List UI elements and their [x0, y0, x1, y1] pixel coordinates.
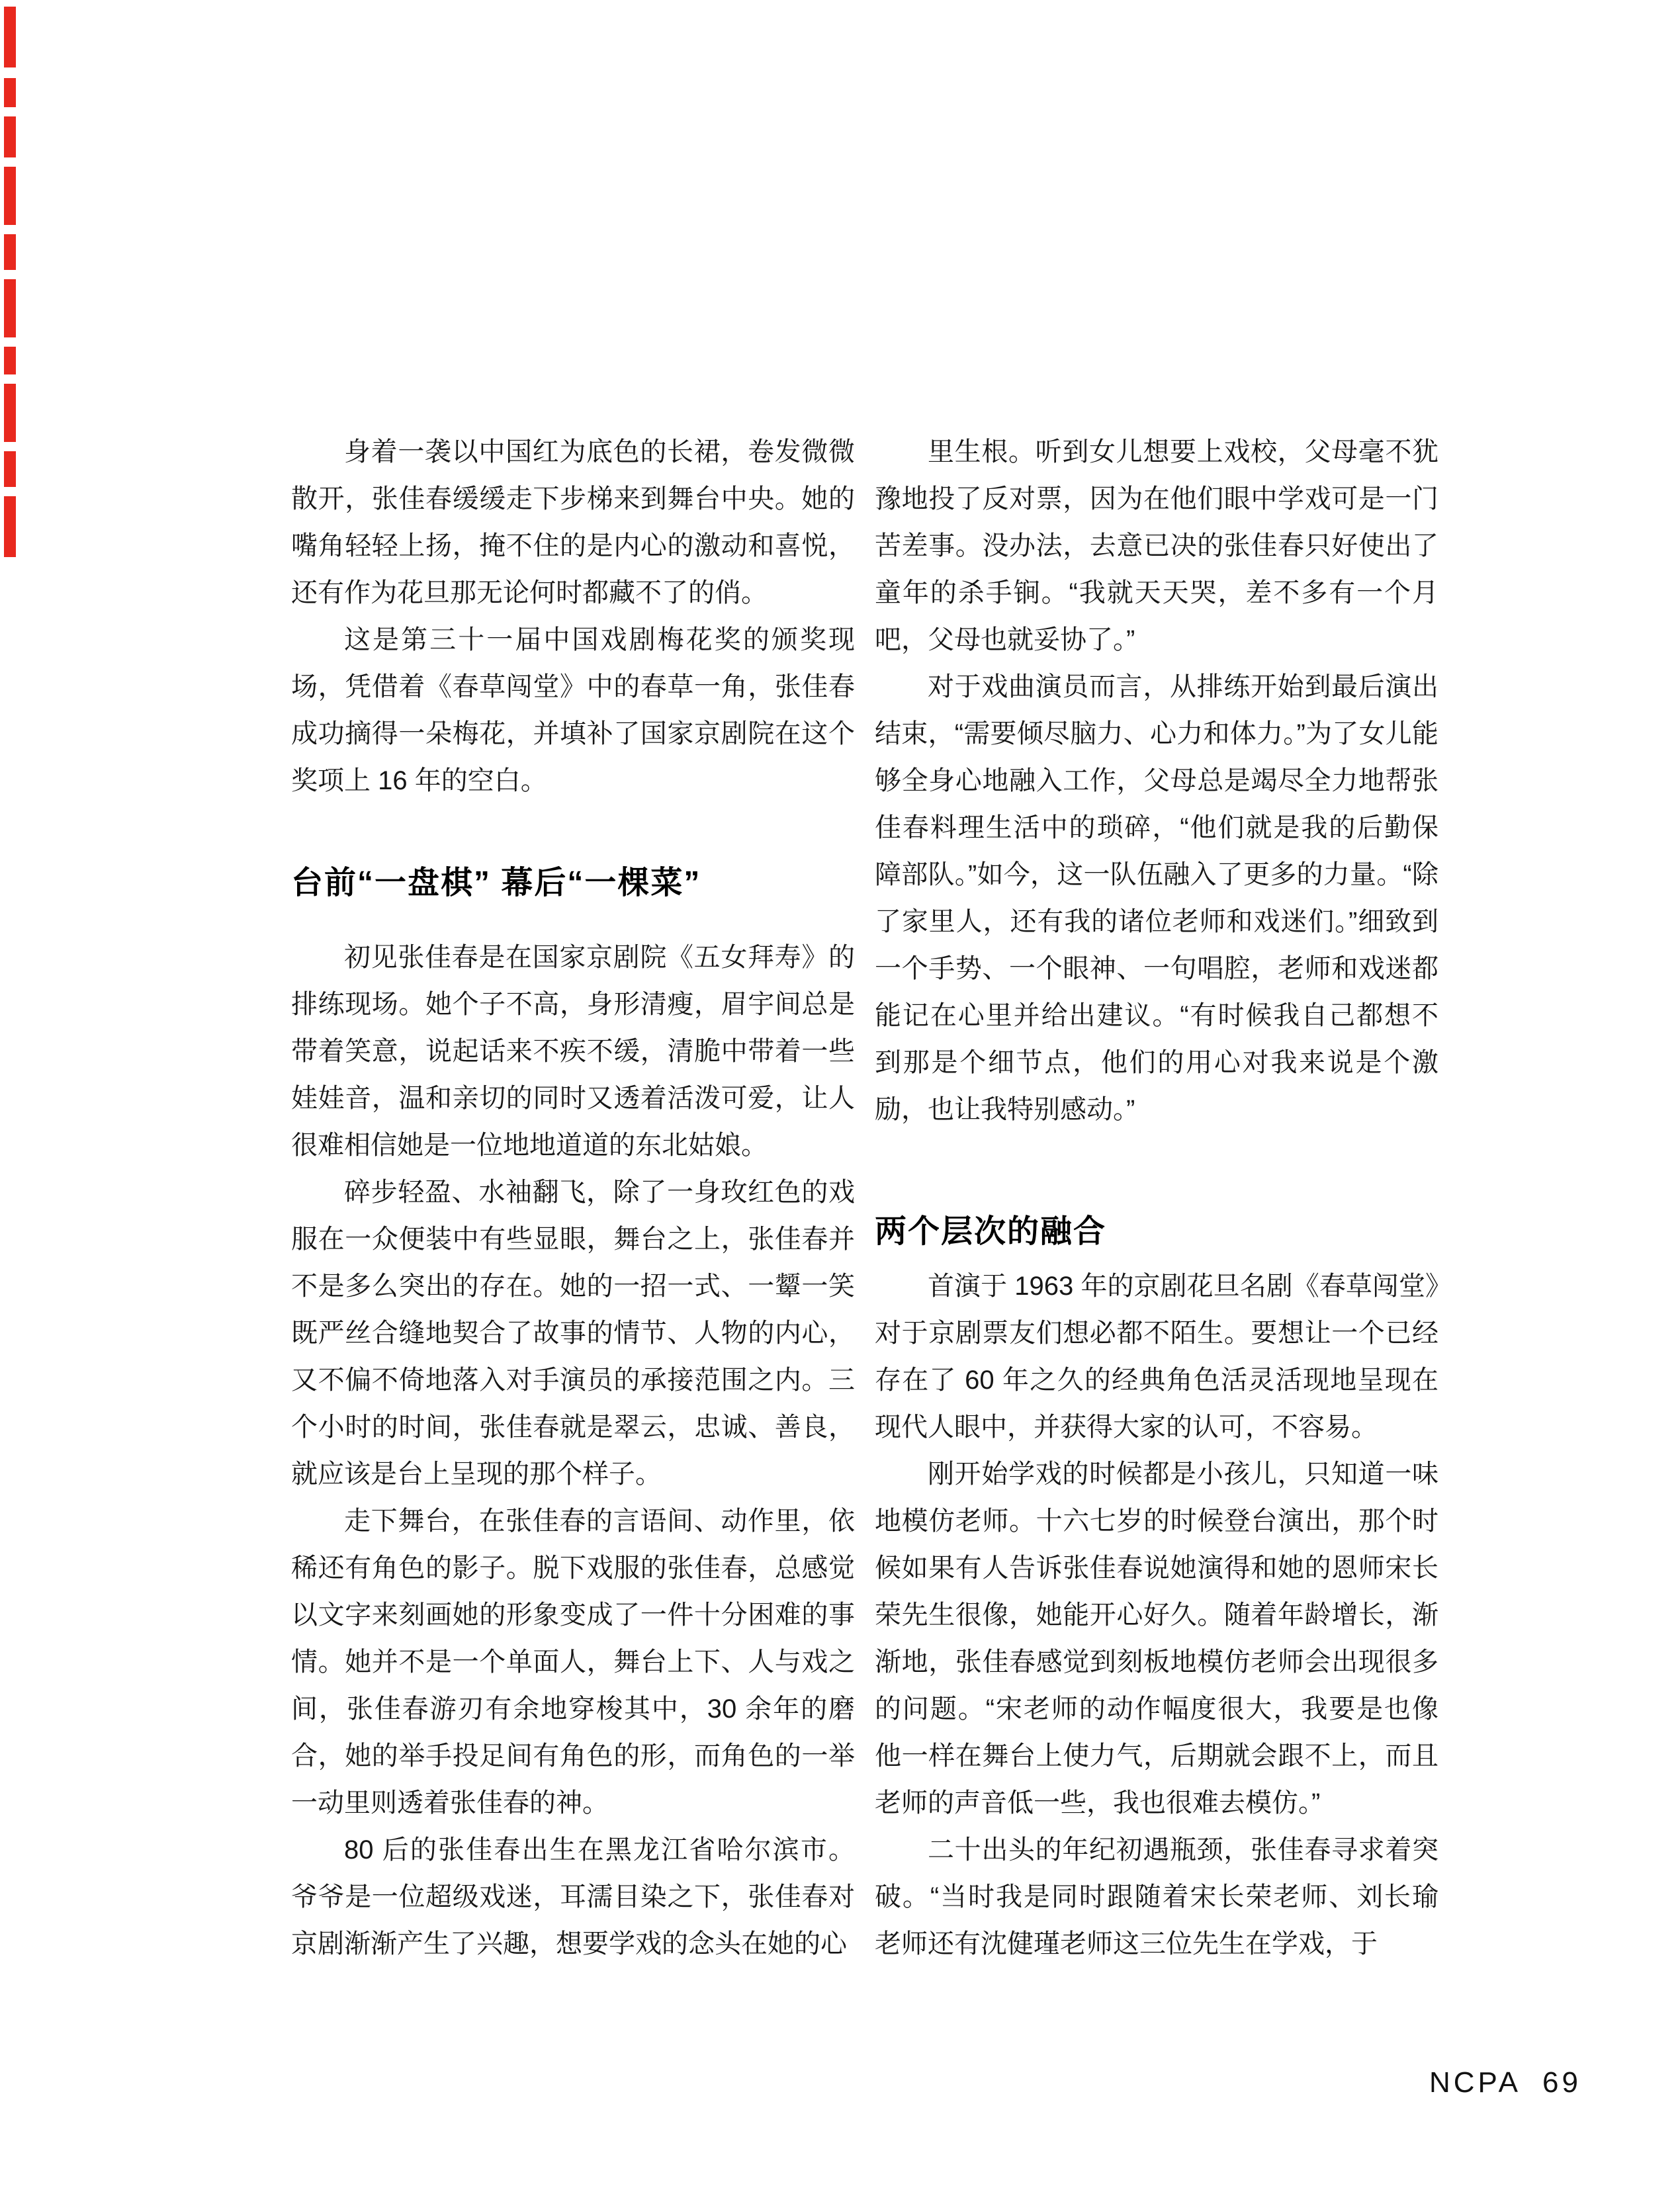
paragraph: 二十出头的年纪初遇瓶颈，张佳春寻求着突破。“当时我是同时跟随着宋长荣老师、刘长瑜老师还有沈健瑾老师这三位先生在学戏，于: [875, 1835, 1438, 1958]
paragraph: 这是第三十一届中国戏剧梅花奖的颁奖现场，凭借着《春草闯堂》中的春草一角，张佳春成功摘得一朵梅花，并填补了国家京剧院在这个奖项上 16 年的空白。: [291, 625, 855, 795]
paragraph: 里生根。听到女儿想要上戏校，父母毫不犹豫地投了反对票，因为在他们眼中学戏可是一门苦差事。没办法，去意已决的张佳春只好使出了童年的杀手锏。“我就天天哭，差不多有一个月吧，父母也就妥协了。”: [875, 437, 1438, 654]
red-edge-mark: [4, 7, 16, 67]
left-column: [291, 429, 855, 1968]
right-column: [875, 429, 1438, 1968]
paragraph: 身着一袭以中国红为底色的长裙，卷发微微散开，张佳春缓缓走下步梯来到舞台中央。她的嘴角轻轻上扬，掩不住的是内心的激动和喜悦，还有作为花旦那无论何时都藏不了的俏。: [291, 437, 855, 607]
red-edge-mark: [4, 279, 16, 337]
paragraph: 碎步轻盈、水袖翻飞，除了一身玫红色的戏服在一众便装中有些显眼，舞台之上，张佳春并不是多么突出的存在。她的一招一式、一颦一笑既严丝合缝地契合了故事的情节、人物的内心，又不偏不倚地落入对手演员的承接范围之内。三个小时的时间，张佳春就是翠云，忠诚、善良，就应该是台上呈现的那个样子。: [291, 1178, 855, 1489]
red-edge-mark: [4, 347, 16, 374]
page-number: NCPA 69: [1429, 2066, 1581, 2099]
paragraph: 对于戏曲演员而言，从排练开始到最后演出结束，“需要倾尽脑力、心力和体力。”为了女儿能够全身心地融入工作，父母总是竭尽全力地帮张佳春料理生活中的琐碎，“他们就是我的后勤保障部队。”如今，这一队伍融入了更多的力量。“除了家里人，还有我的诸位老师和戏迷们。”细致到一个手势、一个眼神、一句唱腔，老师和戏迷都能记在心里并给出建议。“有时候我自己都想不到那是个细节点，他们的用心对我来说是个激励，也让我特别感动。”: [875, 672, 1438, 1124]
red-edge-mark: [4, 78, 16, 107]
paragraph: 走下舞台，在张佳春的言语间、动作里，依稀还有角色的影子。脱下戏服的张佳春，总感觉以文字来刻画她的形象变成了一件十分困难的事情。她并不是一个单面人，舞台上下、人与戏之间，张佳春游刃有余地穿梭其中，30 余年的磨合，她的举手投足间有角色的形，而角色的一举一动里则透着张佳春的神。: [291, 1507, 855, 1817]
section-heading-right: 两个层次的融合: [875, 1214, 1107, 1249]
paragraph: 初见张佳春是在国家京剧院《五女拜寿》的排练现场。她个子不高，身形清瘦，眉宇间总是带着笑意，说起话来不疾不缓，清脆中带着一些娃娃音，温和亲切的同时又透着活泼可爱，让人很难相信她是一位地地道道的东北姑娘。: [291, 943, 855, 1160]
red-edge-mark: [4, 384, 16, 442]
paragraph: 首演于 1963 年的京剧花旦名剧《春草闯堂》对于京剧票友们想必都不陌生。要想让一个已经存在了 60 年之久的经典角色活灵活现地呈现在现代人眼中，并获得大家的认可，不容易。: [875, 1272, 1438, 1442]
section-heading-left: 台前“一盘棋” 幕后“一棵菜”: [291, 865, 701, 900]
paragraph: 80 后的张佳春出生在黑龙江省哈尔滨市。爷爷是一位超级戏迷，耳濡目染之下，张佳春对京剧渐渐产生了兴趣，想要学戏的念头在她的心: [291, 1835, 855, 1958]
red-edge-mark: [4, 167, 16, 225]
red-edge-marks: [4, 0, 16, 595]
red-edge-mark: [4, 496, 16, 557]
red-edge-mark: [4, 234, 16, 270]
red-edge-mark: [4, 451, 16, 487]
paragraph: 刚开始学戏的时候都是小孩儿，只知道一味地模仿老师。十六七岁的时候登台演出，那个时候如果有人告诉张佳春说她演得和她的恩师宋长荣先生很像，她能开心好久。随着年龄增长，渐渐地，张佳春感觉到刻板地模仿老师会出现很多的问题。“宋老师的动作幅度很大，我要是也像他一样在舞台上使力气，后期就会跟不上，而且老师的声音低一些，我也很难去模仿。”: [875, 1460, 1438, 1817]
red-edge-mark: [4, 116, 16, 157]
